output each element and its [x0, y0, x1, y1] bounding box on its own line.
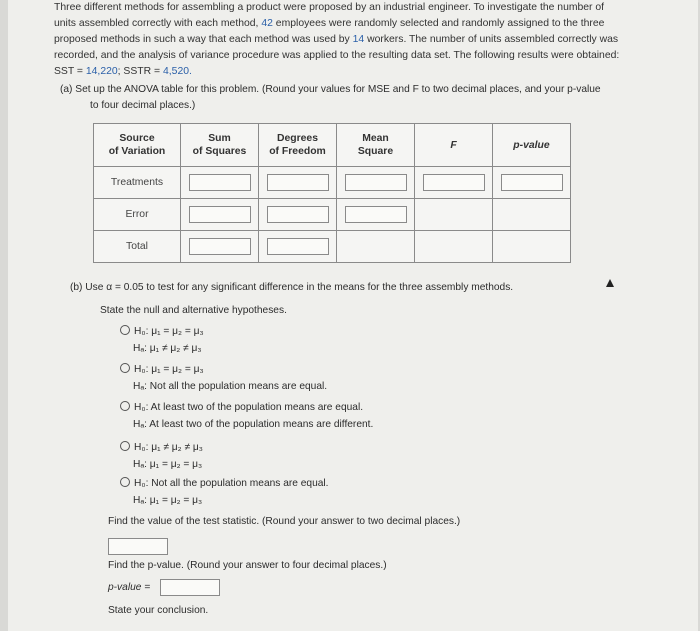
intro-line: Three different methods for assembling a product were proposed by an industrial engineer. To investigate the number of	[54, 2, 605, 13]
treatments-df-input[interactable]	[267, 174, 329, 191]
intro-text: employees were randomly selected and randomly assigned to the three	[275, 18, 605, 29]
radio-button[interactable]	[120, 325, 130, 335]
mouse-cursor-icon	[606, 279, 614, 287]
error-df-input[interactable]	[267, 206, 329, 223]
header-f: F	[415, 124, 493, 167]
f-input[interactable]	[423, 174, 485, 191]
row-label-total: Total	[94, 231, 181, 263]
header-source: Source of Variation	[94, 124, 181, 167]
radio-button[interactable]	[120, 363, 130, 373]
sst-value: 14,220	[85, 66, 118, 77]
hypothesis-option-3[interactable]: H₀: At least two of the population means are equal. Hₐ: At least two of the population means are different.	[120, 399, 373, 433]
intro-text: units assembled correctly with each method,	[54, 18, 259, 29]
row-error	[94, 199, 571, 231]
test-statistic-input[interactable]	[108, 538, 168, 555]
employees-count: 42	[261, 18, 273, 29]
hypothesis-option-1[interactable]: H₀: μ₁ = μ₂ = μ₃ Hₐ: μ₁ ≠ μ₂ ≠ μ₃	[120, 323, 204, 357]
hypotheses-prompt: State the null and alternative hypotheses.	[100, 305, 287, 316]
workers-count: 14	[352, 34, 365, 45]
error-ms-input[interactable]	[345, 206, 407, 223]
hypothesis-option-2[interactable]: H₀: μ₁ = μ₂ = μ₃ Hₐ: Not all the population means are equal.	[120, 361, 327, 395]
p-value-table-input[interactable]	[501, 174, 563, 191]
row-total	[94, 231, 571, 263]
part-a-instructions: (a) Set up the ANOVA table for this problem. (Round your values for MSE and F to two decimal places, and your p-value	[60, 84, 601, 95]
total-ss-input[interactable]	[189, 238, 251, 255]
intro-text: proposed methods in such a way that each method was used by	[54, 34, 350, 45]
test-statistic-prompt: Find the value of the test statistic. (Round your answer to two decimal places.)	[108, 516, 461, 527]
sst-label: SST =	[54, 66, 83, 77]
row-label-error: Error	[94, 199, 181, 231]
hypothesis-option-4[interactable]: H₀: μ₁ ≠ μ₂ ≠ μ₃ Hₐ: μ₁ = μ₂ = μ₃	[120, 439, 203, 473]
part-a-instructions-2: to four decimal places.)	[90, 100, 196, 111]
radio-button[interactable]	[120, 477, 130, 487]
header-degrees-of-freedom: Degrees of Freedom	[259, 124, 337, 167]
anova-header-row	[94, 124, 571, 167]
problem-statement	[54, 0, 694, 80]
header-mean-square: Mean Square	[337, 124, 415, 167]
treatments-ms-input[interactable]	[345, 174, 407, 191]
row-label-treatments: Treatments	[94, 167, 181, 199]
part-a	[60, 82, 688, 114]
sstr-label: ; SSTR =	[117, 66, 161, 77]
radio-button[interactable]	[120, 401, 130, 411]
conclusion-prompt: State your conclusion.	[108, 605, 209, 616]
p-value-label: p-value =	[108, 582, 151, 593]
sstr-value: 4,520.	[163, 66, 192, 77]
intro-text: workers. The number of units assembled correctly was	[367, 34, 619, 45]
intro-line: recorded, and the analysis of variance procedure was applied to the resulting data set. The following results were obtained:	[54, 50, 620, 61]
header-p-value: p-value	[493, 124, 571, 167]
p-value-input[interactable]	[160, 579, 220, 596]
question-page	[8, 0, 698, 631]
radio-button[interactable]	[120, 441, 130, 451]
error-ss-input[interactable]	[189, 206, 251, 223]
treatments-ss-input[interactable]	[189, 174, 251, 191]
total-df-input[interactable]	[267, 238, 329, 255]
p-value-prompt: Find the p-value. (Round your answer to four decimal places.)	[108, 560, 387, 571]
anova-table	[93, 123, 571, 263]
row-treatments	[94, 167, 571, 199]
hypothesis-option-5[interactable]: H₀: Not all the population means are equal. Hₐ: μ₁ = μ₂ = μ₃	[120, 475, 329, 509]
header-sum-of-squares: Sum of Squares	[181, 124, 259, 167]
part-b-intro: (b) Use α = 0.05 to test for any significant difference in the means for the three assembly methods.	[70, 282, 514, 293]
